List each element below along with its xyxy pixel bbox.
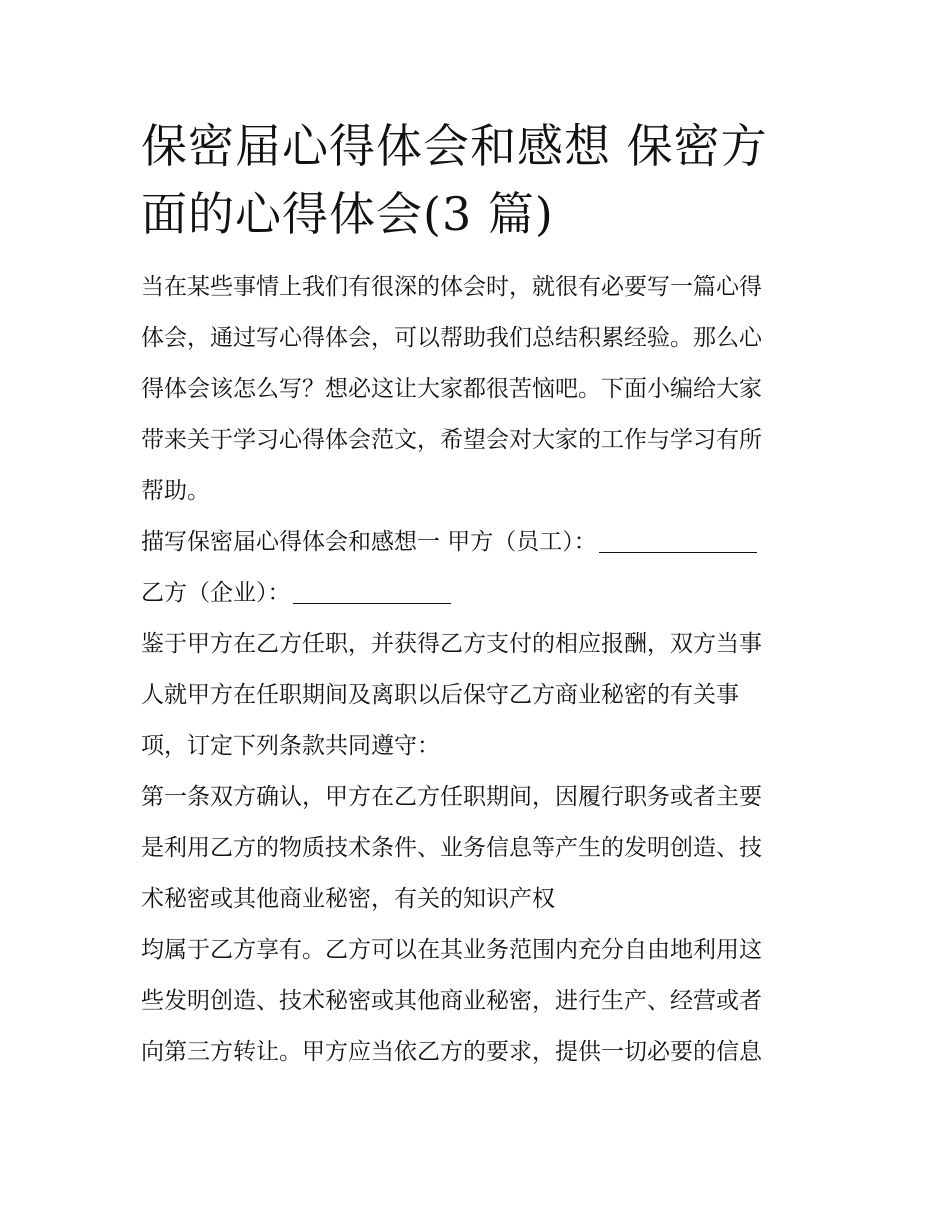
document-page [141,112,821,1078]
text-line: 是利用乙方的物质技术条件、业务信息等产生的发明创造、技 [141,835,762,861]
party-b-label: 乙方（企业）： [141,580,291,606]
text-line: 术秘密或其他商业秘密，有关的知识产权 [141,886,555,912]
text-line: 第一条双方确认，甲方在乙方任职期间，因履行职务或者主要 [141,784,762,810]
text-line: 人就甲方在任职期间及离职以后保守乙方商业秘密的有关事 [141,682,739,708]
text-line: 项，订定下列条款共同遵守： [141,733,440,759]
preamble-paragraph [141,619,821,772]
document-title [141,112,821,248]
title-line: 面的心得体会(3 篇) [141,187,554,241]
text-line: 均属于乙方享有。乙方可以在其业务范围内充分自由地利用这 [141,937,762,963]
text-line: 向第三方转让。甲方应当依乙方的要求，提供一切必要的信息 [141,1039,762,1065]
document-body [141,262,821,1078]
party-a-line [141,517,821,568]
party-b-line [141,568,821,619]
article-one-paragraph [141,772,821,925]
title-line: 保密届心得体会和感想 保密方 [141,119,768,173]
text-line: 鉴于甲方在乙方任职，并获得乙方支付的相应报酬，双方当事 [141,631,762,657]
parties-paragraph [141,517,821,619]
text-line: 帮助。 [141,478,210,504]
intro-paragraph [141,262,821,517]
party-a-blank [599,528,757,553]
text-line: 体会，通过写心得体会，可以帮助我们总结积累经验。那么心 [141,325,762,351]
text-line: 当在某些事情上我们有很深的体会时，就很有必要写一篇心得 [141,274,762,300]
text-line: 得体会该怎么写？想必这让大家都很苦恼吧。下面小编给大家 [141,376,762,402]
party-a-label: 描写保密届心得体会和感想一 甲方（员工）： [141,529,597,555]
text-line: 些发明创造、技术秘密或其他商业秘密，进行生产、经营或者 [141,988,762,1014]
text-line: 带来关于学习心得体会范文，希望会对大家的工作与学习有所 [141,427,762,453]
ownership-paragraph [141,925,821,1078]
party-b-blank [293,579,451,604]
